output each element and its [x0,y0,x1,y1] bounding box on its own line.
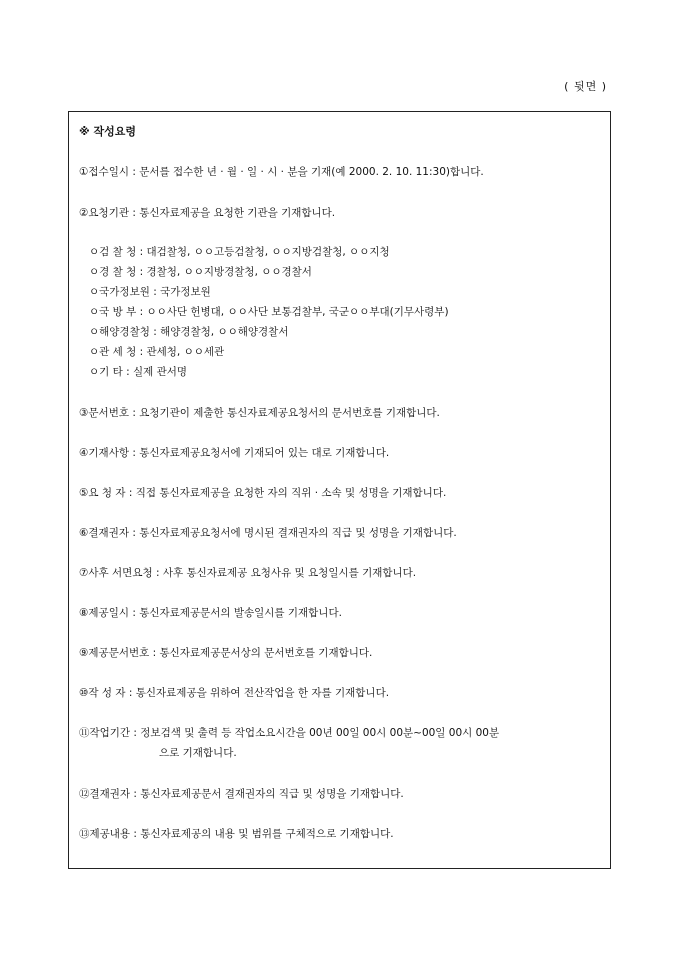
agency-nis: ㅇ국가정보원 : 국가정보원 [89,286,211,298]
item-work-period: ⑪작업기간 : 정보검색 및 출력 등 작업소요시간을 00년 00일 00시 00분~00일 00시 00분 [79,727,500,739]
item-provision-doc-number: ⑨제공문서번호 : 통신자료제공문서상의 문서번호를 기재합니다. [79,647,373,659]
instructions-title: ※ 작성요령 [79,125,137,138]
agency-defense: ㅇ국 방 부 : ㅇㅇ사단 헌병대, ㅇㅇ사단 보통검찰부, 국군ㅇㅇ부대(기무사령부) [89,306,449,318]
agency-police: ㅇ경 찰 청 : 경찰청, ㅇㅇ지방경찰청, ㅇㅇ경찰서 [89,266,312,278]
item-document-number: ③문서번호 : 요청기관이 제출한 통신자료제공요청서의 문서번호를 기재합니다. [79,407,440,419]
item-provision-content: ⑬제공내용 : 통신자료제공의 내용 및 범위를 구체적으로 기재합니다. [79,828,394,840]
item-requesting-agency: ②요청기관 : 통신자료제공을 요청한 기관을 기재합니다. [79,207,336,219]
agency-other: ㅇ기 타 : 실제 관서명 [89,366,188,378]
item-provision-datetime: ⑧제공일시 : 통신자료제공문서의 발송일시를 기재합니다. [79,607,342,619]
page-side-label: ( 뒷면 ) [564,80,607,93]
instructions-box [68,111,611,869]
agency-prosecution: ㅇ검 찰 청 : 대검찰청, ㅇㅇ고등검찰청, ㅇㅇ지방검찰청, ㅇㅇ지청 [89,246,390,258]
item-requester: ⑤요 청 자 : 직접 통신자료제공을 요청한 자의 직위 · 소속 및 성명을 기재합니다. [79,487,447,499]
item-post-written-request: ⑦사후 서면요청 : 사후 통신자료제공 요청사유 및 요청일시를 기재합니다. [79,567,417,579]
item-author: ⑩작 성 자 : 통신자료제공을 위하여 전산작업을 한 자를 기재합니다. [79,687,390,699]
item-receipt-datetime: ①접수일시 : 문서를 접수한 년 · 월 · 일 · 시 · 분을 기재(예 2000. 2. 10. 11:30)합니다. [79,166,484,178]
item-approver: ⑥결재권자 : 통신자료제공요청서에 명시된 결재권자의 직급 및 성명을 기재합니다. [79,527,457,539]
agency-coast-guard: ㅇ해양경찰청 : 해양경찰청, ㅇㅇ해양경찰서 [89,326,289,338]
item-entry-details: ④기재사항 : 통신자료제공요청서에 기재되어 있는 대로 기재합니다. [79,447,390,459]
item-work-period-continued: 으로 기재합니다. [159,747,237,759]
item-provision-approver: ⑫결재권자 : 통신자료제공문서 결재권자의 직급 및 성명을 기재합니다. [79,788,404,800]
agency-customs: ㅇ관 세 청 : 관세청, ㅇㅇ세관 [89,346,225,358]
